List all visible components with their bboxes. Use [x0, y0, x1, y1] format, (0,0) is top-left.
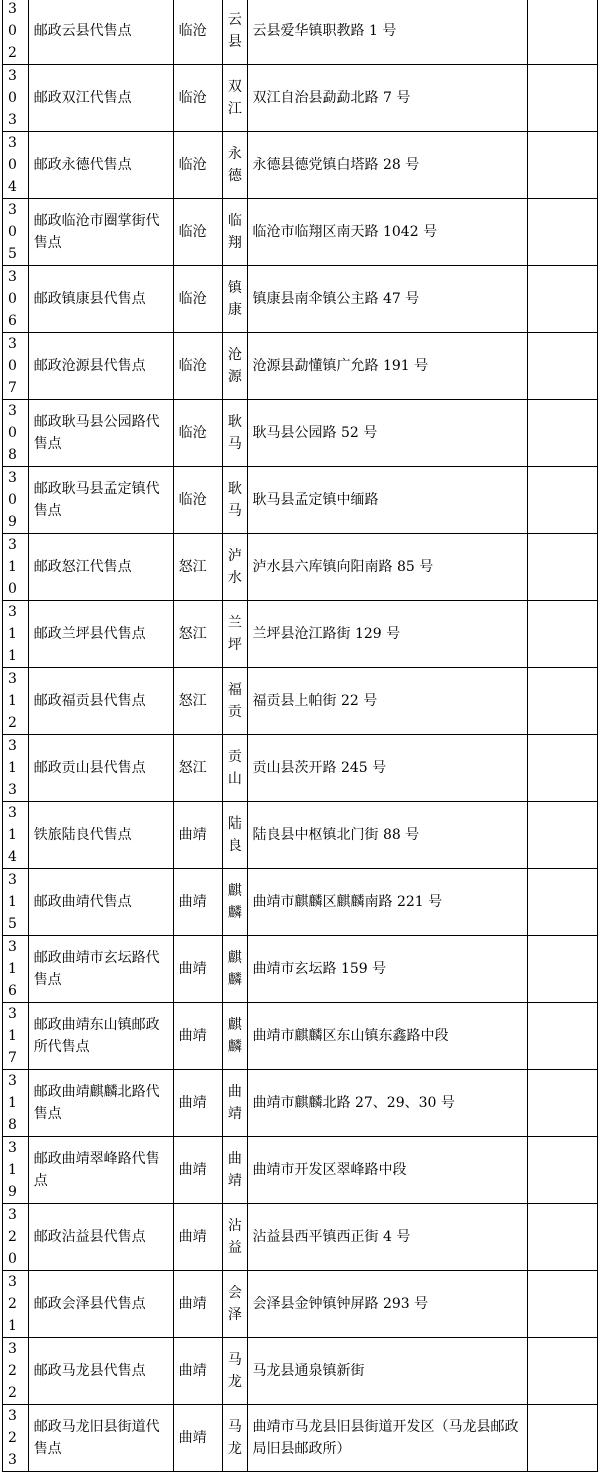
- row-number-cell: 320: [3, 1204, 29, 1271]
- extra-cell: [528, 266, 598, 333]
- county-cell: 耿马: [222, 400, 247, 467]
- county-cell: 沾益: [222, 1204, 247, 1271]
- address-cell: 曲靖市玄坛路 159 号: [247, 936, 528, 1003]
- outlet-name-cell: 邮政兰坪县代售点: [28, 601, 173, 668]
- city-cell: 怒江: [173, 668, 222, 735]
- row-number-cell: 313: [3, 735, 29, 802]
- county-cell: 曲靖: [222, 1137, 247, 1204]
- city-cell: 临沧: [173, 266, 222, 333]
- extra-cell: [528, 1338, 598, 1405]
- table-row: [3, 1204, 598, 1271]
- extra-cell: [528, 1070, 598, 1137]
- row-number-cell: 312: [3, 668, 29, 735]
- row-number-cell: 316: [3, 936, 29, 1003]
- address-cell: 镇康县南伞镇公主路 47 号: [247, 266, 528, 333]
- outlet-name-cell: 邮政曲靖麒麟北路代售点: [28, 1070, 173, 1137]
- city-cell: 怒江: [173, 735, 222, 802]
- extra-cell: [528, 467, 598, 534]
- outlet-name-cell: 邮政临沧市圈掌街代售点: [28, 199, 173, 266]
- address-cell: 永德县德党镇白塔路 28 号: [247, 132, 528, 199]
- row-number-cell: 319: [3, 1137, 29, 1204]
- extra-cell: [528, 936, 598, 1003]
- city-cell: 临沧: [173, 132, 222, 199]
- address-cell: 耿马县公园路 52 号: [247, 400, 528, 467]
- row-number-cell: 315: [3, 869, 29, 936]
- table-body: [3, 0, 598, 1472]
- county-cell: 马龙: [222, 1405, 247, 1472]
- table-row: [3, 1271, 598, 1338]
- extra-cell: [528, 534, 598, 601]
- address-cell: 兰坪县沧江路街 129 号: [247, 601, 528, 668]
- address-cell: 陆良县中枢镇北门街 88 号: [247, 802, 528, 869]
- county-cell: 永德: [222, 132, 247, 199]
- address-cell: 沧源县勐懂镇广允路 191 号: [247, 333, 528, 400]
- address-cell: 云县爱华镇职教路 1 号: [247, 0, 528, 65]
- address-cell: 福贡县上帕街 22 号: [247, 668, 528, 735]
- address-cell: 曲靖市开发区翠峰路中段: [247, 1137, 528, 1204]
- table-row: [3, 199, 598, 266]
- county-cell: 贡山: [222, 735, 247, 802]
- extra-cell: [528, 1271, 598, 1338]
- table-row: [3, 735, 598, 802]
- outlet-name-cell: 邮政云县代售点: [28, 0, 173, 65]
- outlet-name-cell: 铁旅陆良代售点: [28, 802, 173, 869]
- table-row: [3, 65, 598, 132]
- address-cell: 贡山县茨开路 245 号: [247, 735, 528, 802]
- table-row: [3, 132, 598, 199]
- city-cell: 怒江: [173, 534, 222, 601]
- table-row: [3, 1338, 598, 1405]
- extra-cell: [528, 1204, 598, 1271]
- city-cell: 临沧: [173, 400, 222, 467]
- table-row: [3, 467, 598, 534]
- table-row: [3, 601, 598, 668]
- county-cell: 曲靖: [222, 1070, 247, 1137]
- address-cell: 曲靖市麒麟区麒麟南路 221 号: [247, 869, 528, 936]
- county-cell: 镇康: [222, 266, 247, 333]
- address-cell: 曲靖市麒麟区东山镇东鑫路中段: [247, 1003, 528, 1070]
- row-number-cell: 305: [3, 199, 29, 266]
- extra-cell: [528, 869, 598, 936]
- row-number-cell: 307: [3, 333, 29, 400]
- county-cell: 泸水: [222, 534, 247, 601]
- row-number-cell: 311: [3, 601, 29, 668]
- outlet-name-cell: 邮政马龙旧县街道代售点: [28, 1405, 173, 1472]
- city-cell: 临沧: [173, 65, 222, 132]
- table-row: [3, 266, 598, 333]
- outlet-name-cell: 邮政会泽县代售点: [28, 1271, 173, 1338]
- county-cell: 临翔: [222, 199, 247, 266]
- outlet-name-cell: 邮政福贡县代售点: [28, 668, 173, 735]
- city-cell: 临沧: [173, 0, 222, 65]
- row-number-cell: 303: [3, 65, 29, 132]
- outlet-name-cell: 邮政镇康县代售点: [28, 266, 173, 333]
- address-cell: 泸水县六库镇向阳南路 85 号: [247, 534, 528, 601]
- row-number-cell: 306: [3, 266, 29, 333]
- table-row: [3, 802, 598, 869]
- city-cell: 临沧: [173, 199, 222, 266]
- extra-cell: [528, 333, 598, 400]
- extra-cell: [528, 601, 598, 668]
- city-cell: 曲靖: [173, 1338, 222, 1405]
- row-number-cell: 321: [3, 1271, 29, 1338]
- address-cell: 耿马县孟定镇中缅路: [247, 467, 528, 534]
- outlet-name-cell: 邮政永德代售点: [28, 132, 173, 199]
- address-cell: 曲靖市麒麟北路 27、29、30 号: [247, 1070, 528, 1137]
- county-cell: 兰坪: [222, 601, 247, 668]
- address-cell: 临沧市临翔区南天路 1042 号: [247, 199, 528, 266]
- county-cell: 会泽: [222, 1271, 247, 1338]
- extra-cell: [528, 1003, 598, 1070]
- extra-cell: [528, 199, 598, 266]
- extra-cell: [528, 1137, 598, 1204]
- county-cell: 沧源: [222, 333, 247, 400]
- city-cell: 曲靖: [173, 1271, 222, 1338]
- row-number-cell: 318: [3, 1070, 29, 1137]
- extra-cell: [528, 65, 598, 132]
- extra-cell: [528, 1405, 598, 1472]
- county-cell: 马龙: [222, 1338, 247, 1405]
- row-number-cell: 302: [3, 0, 29, 65]
- address-cell: 曲靖市马龙县旧县街道开发区（马龙县邮政局旧县邮政所）: [247, 1405, 528, 1472]
- city-cell: 曲靖: [173, 1405, 222, 1472]
- row-number-cell: 317: [3, 1003, 29, 1070]
- address-cell: 沾益县西平镇西正街 4 号: [247, 1204, 528, 1271]
- outlet-name-cell: 邮政耿马县孟定镇代售点: [28, 467, 173, 534]
- city-cell: 曲靖: [173, 802, 222, 869]
- table-row: [3, 333, 598, 400]
- table-row: [3, 936, 598, 1003]
- extra-cell: [528, 0, 598, 65]
- county-cell: 陆良: [222, 802, 247, 869]
- row-number-cell: 322: [3, 1338, 29, 1405]
- row-number-cell: 308: [3, 400, 29, 467]
- city-cell: 临沧: [173, 467, 222, 534]
- county-cell: 云县: [222, 0, 247, 65]
- row-number-cell: 314: [3, 802, 29, 869]
- table-row: [3, 1070, 598, 1137]
- city-cell: 曲靖: [173, 1137, 222, 1204]
- outlet-name-cell: 邮政曲靖翠峰路代售点: [28, 1137, 173, 1204]
- outlet-name-cell: 邮政双江代售点: [28, 65, 173, 132]
- outlet-name-cell: 邮政曲靖市玄坛路代售点: [28, 936, 173, 1003]
- county-cell: 福贡: [222, 668, 247, 735]
- extra-cell: [528, 735, 598, 802]
- sales-outlet-table: [2, 0, 598, 1472]
- table-row: [3, 1003, 598, 1070]
- city-cell: 临沧: [173, 333, 222, 400]
- table-row: [3, 0, 598, 65]
- row-number-cell: 323: [3, 1405, 29, 1472]
- outlet-name-cell: 邮政马龙县代售点: [28, 1338, 173, 1405]
- county-cell: 麒麟: [222, 869, 247, 936]
- row-number-cell: 310: [3, 534, 29, 601]
- outlet-name-cell: 邮政怒江代售点: [28, 534, 173, 601]
- address-cell: 会泽县金钟镇钟屏路 293 号: [247, 1271, 528, 1338]
- row-number-cell: 304: [3, 132, 29, 199]
- county-cell: 麒麟: [222, 1003, 247, 1070]
- county-cell: 双江: [222, 65, 247, 132]
- city-cell: 曲靖: [173, 1003, 222, 1070]
- county-cell: 麒麟: [222, 936, 247, 1003]
- outlet-name-cell: 邮政贡山县代售点: [28, 735, 173, 802]
- table-row: [3, 534, 598, 601]
- row-number-cell: 309: [3, 467, 29, 534]
- county-cell: 耿马: [222, 467, 247, 534]
- table-row: [3, 1137, 598, 1204]
- outlet-name-cell: 邮政沾益县代售点: [28, 1204, 173, 1271]
- extra-cell: [528, 802, 598, 869]
- address-cell: 马龙县通泉镇新街: [247, 1338, 528, 1405]
- table-row: [3, 668, 598, 735]
- outlet-name-cell: 邮政沧源县代售点: [28, 333, 173, 400]
- extra-cell: [528, 400, 598, 467]
- city-cell: 曲靖: [173, 936, 222, 1003]
- table-row: [3, 1405, 598, 1472]
- outlet-name-cell: 邮政曲靖东山镇邮政所代售点: [28, 1003, 173, 1070]
- city-cell: 怒江: [173, 601, 222, 668]
- table-row: [3, 400, 598, 467]
- address-cell: 双江自治县勐勐北路 7 号: [247, 65, 528, 132]
- outlet-name-cell: 邮政耿马县公园路代售点: [28, 400, 173, 467]
- city-cell: 曲靖: [173, 1070, 222, 1137]
- table-row: [3, 869, 598, 936]
- city-cell: 曲靖: [173, 1204, 222, 1271]
- outlet-name-cell: 邮政曲靖代售点: [28, 869, 173, 936]
- extra-cell: [528, 132, 598, 199]
- city-cell: 曲靖: [173, 869, 222, 936]
- extra-cell: [528, 668, 598, 735]
